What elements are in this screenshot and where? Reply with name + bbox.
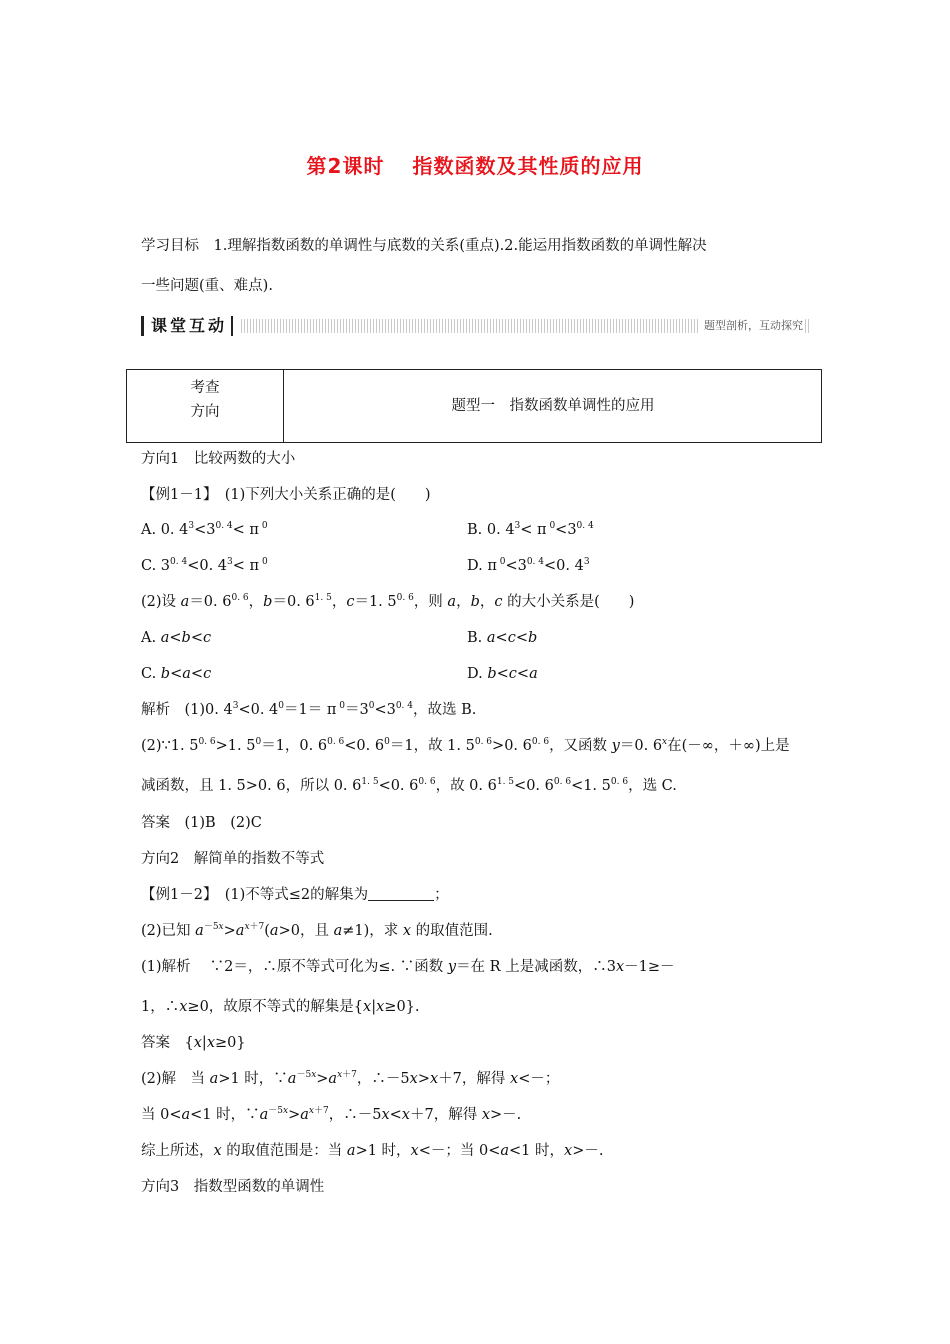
solution-3-line-2: 1，∴x≥0，故原不等式的解集是{x|x≥0}. [141, 999, 420, 1015]
question-1-2-2: (2)已知 $a^{-5x}>a^{x+7}(a>0$，且 a≠1)，求 x 的取值范围. [141, 922, 493, 939]
example-1-2: 【例1－2】 (1)不等式≤2的解集为 ； [141, 887, 449, 903]
option-2a: A. a<b<c [141, 630, 212, 646]
table-header-cell: 考查 方向 [127, 370, 284, 442]
banner-tag: 题型剖析，互动探究 [700, 318, 803, 334]
option-a: A. 0. $4^3<3^{0. 4}< \pi$ $^0$ [141, 521, 268, 538]
answer-blank [368, 886, 434, 901]
example-1-1: 【例1－1】 (1)下列大小关系正确的是( ) [141, 487, 431, 503]
option-2d: D. b<c<a [467, 666, 538, 682]
direction-1: 方向1 比较两数的大小 [141, 451, 296, 467]
objectives-line-1: 学习目标 1.理解指数函数的单调性与底数的关系(重点).2.能运用指数函数的单调性解决 [141, 238, 707, 254]
solution-2-line-1: (2)∵1. $5^{0. 6}>1$. $5^0=1$，0. $6^{0. 6}<0$. $6^0=1$，故 1. $5^{0. 6}>0$. $6^{0. 6}$，又函数 y＝0. 6$^x$在(－∞，＋∞)上是 [141, 737, 790, 754]
topic-table [126, 369, 822, 443]
solution-2-line-2: 减函数，且 1. 5>0. 6，所以 0. $6^{1. 5}<0$. $6^{0. 6}$，故 0. $6^{1. 5}<0$. $6^{0. 6}<1$. $5^{0. 6}$，选 C. [141, 777, 677, 794]
answer-1: 答案 (1)B (2)C [141, 815, 262, 831]
question-1-1-2: (2)设 a＝0. $6^{0. 6}$，b＝0. $6^{1. 5}$，c＝1. $5^{0. 6}$，则 a，b，c 的大小关系是( ) [141, 593, 635, 610]
option-2b: B. a<c<b [467, 630, 538, 646]
section-banner [141, 316, 809, 336]
option-c: C. $3^{0. 4}<0$. $4^3< \pi$ $^0$ [141, 557, 268, 574]
solution-4-line-3: 综上所述，x 的取值范围是：当 a>1 时，x<－；当 0<a<1 时，x>－. [141, 1143, 604, 1159]
direction-3: 方向3 指数型函数的单调性 [141, 1179, 325, 1195]
option-b: B. 0. $4^3< \pi$ $^0<3^{0. 4}$ [467, 521, 594, 538]
page-title: 第2课时 指数函数及其性质的应用 [306, 154, 644, 178]
option-2c: C. b<a<c [141, 666, 212, 682]
direction-2: 方向2 解简单的指数不等式 [141, 851, 325, 867]
solution-4-line-2: 当 0<a<1 时，$\because a^{-5x}>a^{x+7}$，∴－5x<x＋7，解得 x>－. [141, 1106, 522, 1123]
solution-4-line-1: (2)解 当 a>1 时，$\because a^{-5x}>a^{x+7}$，∴－5x>x＋7，解得 x<－； [141, 1070, 560, 1087]
solution-3-line-1: (1)解析 ∵2＝，∴原不等式可化为≤. ∵函数 y＝在 R 上是减函数，∴3x－1≥－ [141, 959, 675, 975]
solution-1: 解析 (1)0. $4^3<0$. $4^0=1= \pi$ $^0=3^0<3^{0. 4}$，故选 B. [141, 701, 477, 718]
table-topic-cell: 题型一 指数函数单调性的应用 [451, 398, 655, 414]
answer-2: 答案 {x|x≥0} [141, 1035, 246, 1051]
objectives-line-2: 一些问题(重、难点). [141, 278, 273, 294]
option-d: D. π $^0<3^{0. 4}<0$. $4^3$ [467, 557, 590, 574]
banner-label: 课堂互动 [151, 316, 228, 335]
